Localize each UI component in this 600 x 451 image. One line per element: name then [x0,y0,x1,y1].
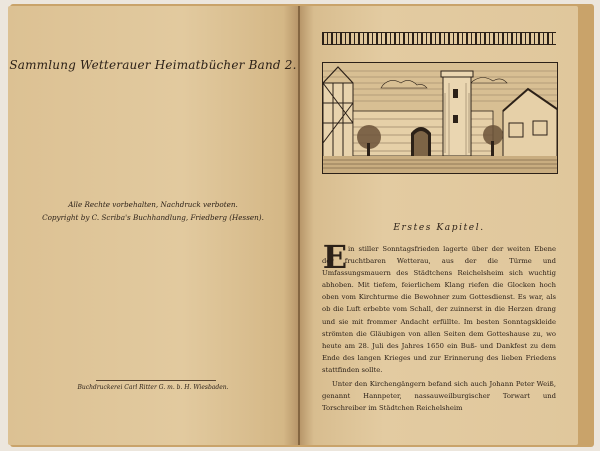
rights-line: Alle Rechte vorbehalten, Nachdruck verboten. [68,200,238,209]
drop-cap: E [322,238,348,276]
chapter-body [322,238,556,414]
printer-imprint: Buchdruckerei Carl Ritter G. m. b. H. Wiesbaden. [77,384,229,391]
paragraph [322,238,556,376]
header-ornament [322,32,556,45]
paragraph-2-text: Unter den Kirchengängern befand sich auch Johann Peter Weiß, genannt Hannpeter, nassauweilburgischer Torwart und Torschreiber im Städtchen Reichelsheim [322,380,556,413]
dropcap-spacer [322,250,348,251]
copyright-line: Copyright by C. Scriba's Buchhandlung, Friedberg (Hessen). [42,213,264,222]
chapter-heading: Erstes Kapitel. [393,223,485,233]
right-page [300,6,578,445]
paragraph-1-text: in stiller Sonntagsfrieden lagerte über der weiten Ebene der fruchtbaren Wetterau, aus der die Türme und Umfassungsmauern des Städtchens Reichelsheim sich wuchtig abhoben. Mit tiefem, feierlichem Klang riefen die Glocken hoch oben vom Kirchturme die Bewohner zum Gottesdienst. Es war, als ob die Luft erbebte vom Schall, der zuinnerst in die Herzen drang und sie mit frommer Andacht erfüllte. Im besten Sonntagskleide strömten die Gläubigen von allen Seiten dem Gotteshause zu, wo heute am 28. Juli des Jahres 1650 ein Buß- und Dankfest zu dem Ende des langen Krieges und zur Erinnerung des lieben Friedens stattfinden sollte. [322,245,556,374]
left-page [8,6,298,445]
series-title: Sammlung Wetterauer Heimatbücher Band 2. [9,58,297,72]
printer-rule [96,380,216,381]
town-wall-tower-icon [322,62,558,174]
illustration-svg [323,63,557,173]
rights-block [8,198,298,224]
